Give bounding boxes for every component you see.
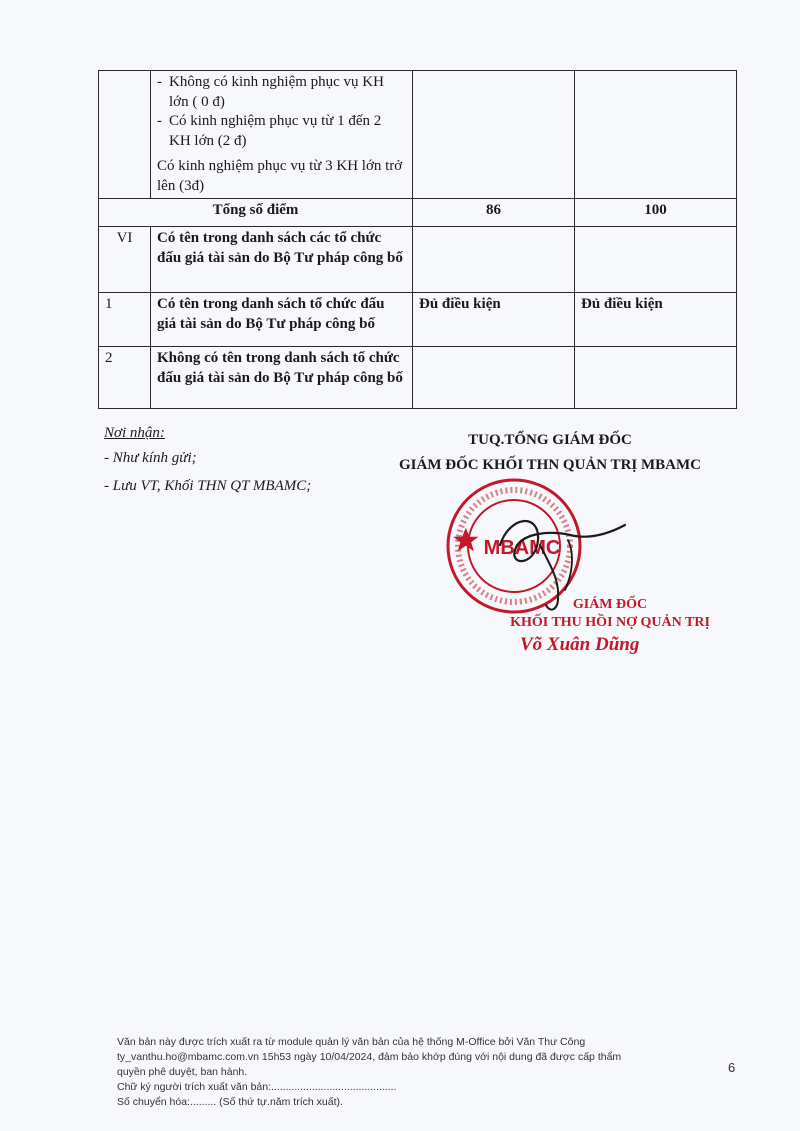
row-text: Không có tên trong danh sách tổ chức đấu giá tài sản do Bộ Tư pháp công bố (151, 347, 413, 409)
row-text: Có tên trong danh sách các tổ chức đấu giá tài sản do Bộ Tư pháp công bố (151, 227, 413, 293)
svg-text:MBAMC: MBAMC (483, 537, 561, 559)
page-number: 6 (728, 1060, 736, 1075)
table-cell (413, 347, 575, 409)
recipients-block (104, 425, 311, 506)
table-cell (575, 347, 737, 409)
table-row (99, 71, 737, 199)
total-score: 86 (413, 199, 575, 227)
recipients-title: Nơi nhận: (104, 425, 165, 441)
table-cell (575, 71, 737, 199)
list-item: Có kinh nghiệm phục vụ từ 3 KH lớn trở lên (3đ) (157, 158, 403, 194)
list-item: - Không có kinh nghiệm phục vụ KH lớn ( 0 đ) (157, 74, 384, 110)
total-label: Tổng số điểm (99, 199, 413, 227)
signer-position: GIÁM ĐỐC KHỐI THN QUẢN TRỊ MBAMC (399, 457, 701, 473)
row-result: Đủ điều kiện (575, 293, 737, 347)
signer-name: Võ Xuân Dũng (520, 634, 640, 655)
criteria-table (98, 70, 737, 409)
signer-title: GIÁM ĐỐC KHỐI THU HỒI NỢ QUẢN TRỊ (510, 597, 710, 630)
table-row (99, 227, 737, 293)
row-result: Đủ điều kiện (413, 293, 575, 347)
row-text: Có tên trong danh sách tổ chức đấu giá tài sản do Bộ Tư pháp công bố (151, 293, 413, 347)
table-row (99, 293, 737, 347)
table-cell (413, 227, 575, 293)
total-row (99, 199, 737, 227)
signer-heading (385, 432, 715, 482)
row-number: 1 (99, 293, 151, 347)
table-cell (575, 227, 737, 293)
table-cell-no (99, 71, 151, 199)
total-max: 100 (575, 199, 737, 227)
table-cell-criteria (151, 71, 413, 199)
row-number: VI (99, 227, 151, 293)
row-number: 2 (99, 347, 151, 409)
table-cell (413, 71, 575, 199)
recipient-line: - Như kính gửi; (104, 450, 197, 466)
recipient-line: - Lưu VT, Khối THN QT MBAMC; (104, 478, 312, 494)
signer-authority: TUQ.TỔNG GIÁM ĐỐC (468, 432, 632, 448)
list-item: - Có kinh nghiệm phục vụ từ 1 đến 2 KH lớn (2 đ) (157, 113, 382, 149)
footer-note: Văn bản này được trích xuất ra từ module quản lý văn bản của hệ thống M-Office bởi Văn Thư Công ty_vanthu.ho@mbamc.com.vn 15h53 ngày 10/04/2024, đảm bảo khớp đúng với nội dung đã được cấp thẩm quyền phê duyệt, ban hành. Chữ ký người trích xuất văn bản:........................................... Số chuyển hóa:......... (Số thứ tự.năm trích xuất). (117, 1036, 622, 1108)
table-row (99, 347, 737, 409)
